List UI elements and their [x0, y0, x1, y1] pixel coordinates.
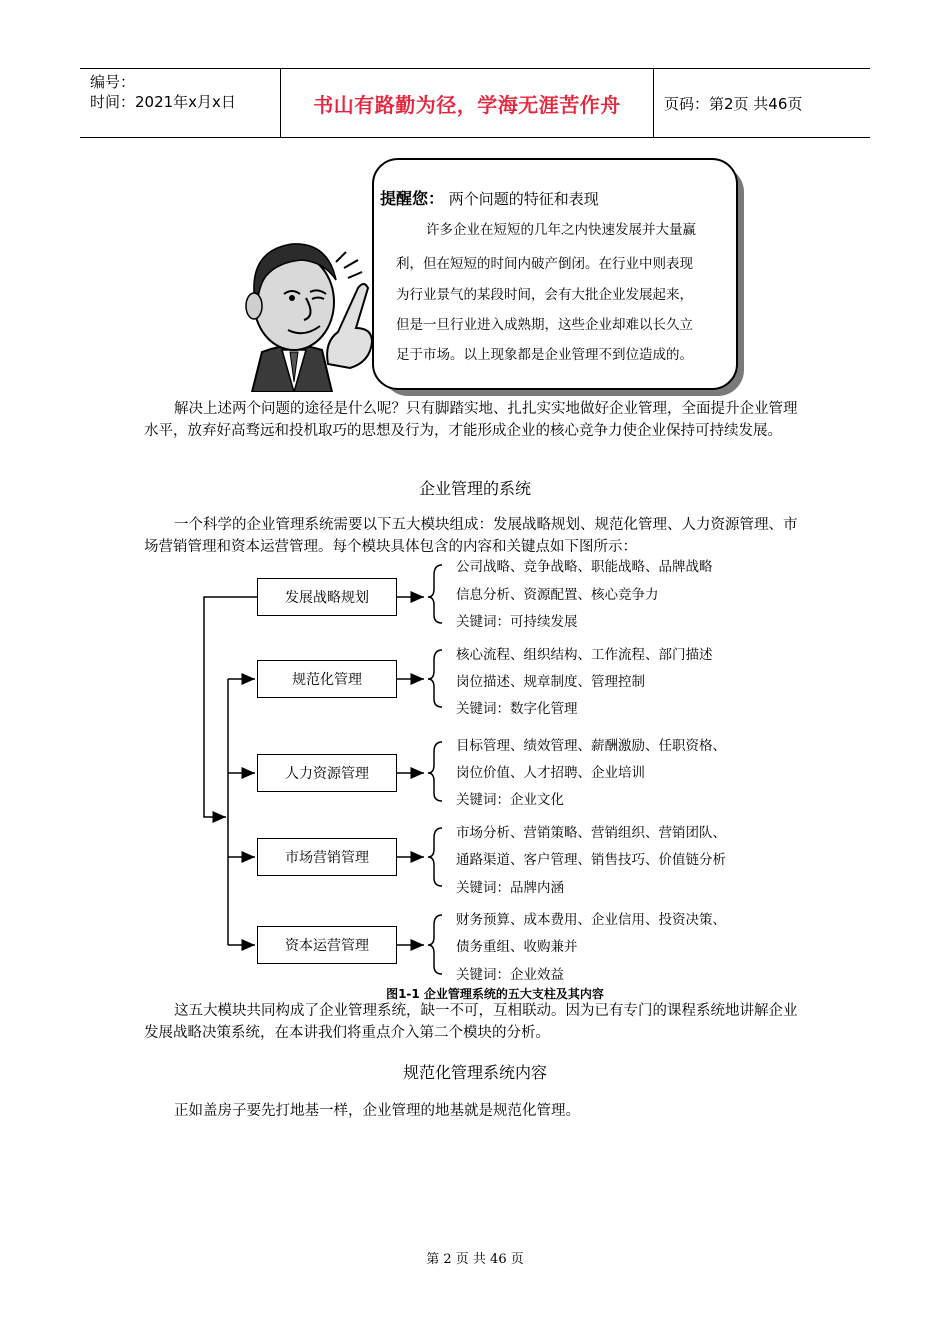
number-label: 编号：	[90, 73, 136, 91]
module-item: 财务预算、成本费用、企业信用、投资决策、	[456, 912, 726, 928]
module-item: 关键词：品牌内涵	[456, 880, 564, 896]
header-table	[80, 68, 870, 138]
header-motto-cell	[280, 69, 654, 137]
tip-line: 足于市场。以上现象都是企业管理不到位造成的。	[396, 347, 693, 363]
module-item: 岗位描述、规章制度、管理控制	[456, 674, 645, 690]
module-box-standardization: 规范化管理	[257, 660, 397, 698]
module-item: 通路渠道、客户管理、销售技巧、价值链分析	[456, 852, 726, 868]
figure-caption: 图1-1 企业管理系统的五大支柱及其内容	[386, 987, 604, 1001]
module-item: 关键词：可持续发展	[456, 614, 578, 630]
module-item: 核心流程、组织结构、工作流程、部门描述	[456, 647, 713, 663]
tip-line: 许多企业在短短的几年之内快速发展并大量赢	[426, 222, 696, 238]
section-heading: 规范化管理系统内容	[402, 1063, 547, 1082]
module-item: 信息分析、资源配置、核心竞争力	[456, 587, 659, 603]
tip-line: 为行业景气的某段时间，会有大批企业发展起来，	[396, 287, 693, 303]
page-info: 页码：第2页 共46页	[664, 94, 803, 113]
tip-line: 利，但在短短的时间内破产倒闭。在行业中则表现	[396, 256, 693, 272]
module-item: 债务重组、收购兼并	[456, 939, 578, 955]
paragraph: 一个科学的企业管理系统需要以下五大模块组成：发展战略规划、规范化管理、人力资源管理、市场营销管理和资本运营管理。每个模块具体包含的内容和关键点如下图所示：	[144, 517, 798, 555]
section-heading: 企业管理的系统	[418, 479, 531, 498]
paragraph: 正如盖房子要先打地基一样，企业管理的地基就是规范化管理。	[174, 1103, 580, 1119]
page-footer: 第 2 页 共 46 页	[426, 1252, 524, 1267]
module-item: 关键词：企业效益	[456, 967, 564, 983]
header-page-cell	[654, 69, 870, 137]
module-item: 关键词：数字化管理	[456, 701, 578, 717]
module-item: 目标管理、绩效管理、薪酬激励、任职资格、	[456, 738, 726, 754]
module-item: 公司战略、竞争战略、职能战略、品牌战略	[456, 559, 713, 575]
tip-line: 但是一旦行业进入成熟期，这些企业却难以长久立	[396, 317, 693, 333]
tip-title	[380, 186, 599, 209]
module-box-capital: 资本运营管理	[257, 926, 397, 964]
module-item: 岗位价值、人才招聘、企业培训	[456, 765, 645, 781]
tip-title-bold: 提醒您：	[380, 189, 445, 208]
cartoon-man-illustration	[232, 232, 392, 392]
time-label: 时间：2021年x月x日	[90, 93, 236, 111]
header-left-cell	[80, 69, 280, 137]
paragraph: 解决上述两个问题的途径是什么呢？只有脚踏实地、扎扎实实地做好企业管理，全面提升企业管理水平，放弃好高骛远和投机取巧的思想及行为，才能形成企业的核心竞争力使企业保持可持续发展。	[144, 401, 798, 439]
module-box-marketing: 市场营销管理	[257, 838, 397, 876]
motto-text: 书山有路勤为径，学海无涯苦作舟	[313, 92, 621, 117]
tip-title-rest: 两个问题的特征和表现	[448, 190, 599, 208]
module-item: 市场分析、营销策略、营销组织、营销团队、	[456, 825, 726, 841]
module-box-strategy: 发展战略规划	[257, 578, 397, 616]
paragraph: 这五大模块共同构成了企业管理系统，缺一不可，互相联动。因为已有专门的课程系统地讲解企业发展战略决策系统，在本讲我们将重点介入第二个模块的分析。	[144, 1003, 798, 1041]
module-box-hr: 人力资源管理	[257, 754, 397, 792]
module-item: 关键词：企业文化	[456, 792, 564, 808]
